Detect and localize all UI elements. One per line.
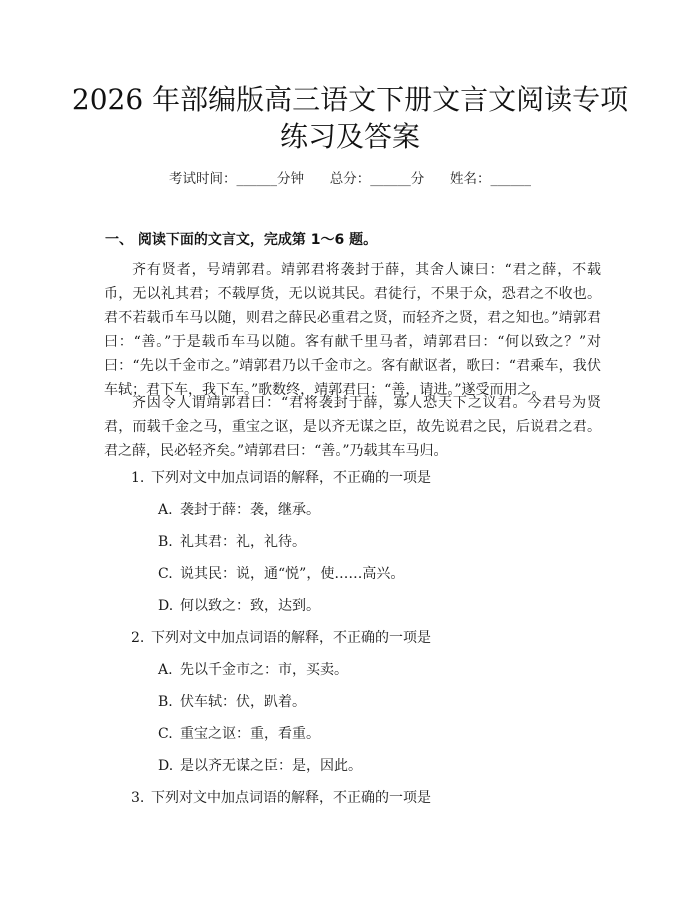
option-text: 袭封于薛：袭，继承。: [180, 502, 320, 518]
question-2: [131, 627, 431, 649]
question-number: 2.: [131, 630, 145, 646]
question-stem: 下列对文中加点词语的解释，不正确的一项是: [151, 630, 431, 646]
passage-paragraph-2: 齐因令人谓靖郭君曰：“君将袭封于薛，寡人恐天下之议君。今君号为贤君，而载千金之马，重宝之讴，是以齐无谋之臣，故先说君之民，后说君之君。君之薛，民必轻齐矣。”靖郭君曰：“善。”乃载其车马归。: [104, 395, 601, 459]
question-2-option-d: [158, 755, 362, 777]
question-number: 3.: [131, 790, 145, 806]
question-stem: 下列对文中加点词语的解释，不正确的一项是: [151, 790, 431, 806]
question-1-option-d: [158, 595, 320, 617]
option-letter: B.: [158, 534, 173, 550]
option-text: 伏车轼：伏，趴着。: [180, 694, 306, 710]
question-1-option-a: [158, 499, 320, 521]
question-2-option-a: [158, 659, 348, 681]
question-1: [131, 467, 431, 489]
question-number: 1.: [131, 470, 145, 486]
question-3: [131, 787, 431, 809]
document-title-line-2: 练习及答案: [279, 120, 420, 153]
question-1-option-c: [158, 563, 404, 585]
section-heading: 一、 阅读下面的文言文，完成第 1～6 题。: [105, 232, 378, 248]
option-letter: C.: [158, 566, 173, 582]
option-letter: D.: [158, 758, 174, 774]
document-title-line-1: 2026 年部编版高三语文下册文言文阅读专项: [71, 83, 629, 116]
exam-meta-line: 考试时间：______分钟 总分：______分 姓名：______: [169, 171, 531, 187]
option-letter: B.: [158, 694, 173, 710]
option-text: 说其民：说，通“悦”，使……高兴。: [180, 566, 405, 582]
question-1-option-b: [158, 531, 306, 553]
option-letter: A.: [158, 502, 173, 518]
option-text: 何以致之：致，达到。: [180, 598, 320, 614]
option-text: 礼其君：礼，礼待。: [180, 534, 306, 550]
option-text: 先以千金市之：市，买卖。: [180, 662, 348, 678]
passage-paragraph-1: 齐有贤者，号靖郭君。靖郭君将袭封于薛，其舍人谏曰：“君之薛，不载币，无以礼其君；不载厚货，无以说其民。君徒行，不果于众，恐君之不收也。君不若载币车马以随，则君之薛民必重君之贤，而轻齐之贤，君之知也。”靖郭君曰：“善。”于是载币车马以随。客有献千里马者，靖郭君曰：“何以致之？”对曰：“先以千金市之。”靖郭君乃以千金市之。客有献讴者，歌曰：“君乘车，我伏车轼；君下车，我下车。”歌数终，靖郭君曰：“善，请进。”遂受而用之。: [104, 262, 601, 398]
option-text: 是以齐无谋之臣：是，因此。: [180, 758, 362, 774]
option-letter: D.: [158, 598, 174, 614]
question-stem: 下列对文中加点词语的解释，不正确的一项是: [151, 470, 431, 486]
option-letter: A.: [158, 662, 173, 678]
option-text: 重宝之讴：重，看重。: [180, 726, 320, 742]
option-letter: C.: [158, 726, 173, 742]
question-2-option-c: [158, 723, 320, 745]
question-2-option-b: [158, 691, 306, 713]
